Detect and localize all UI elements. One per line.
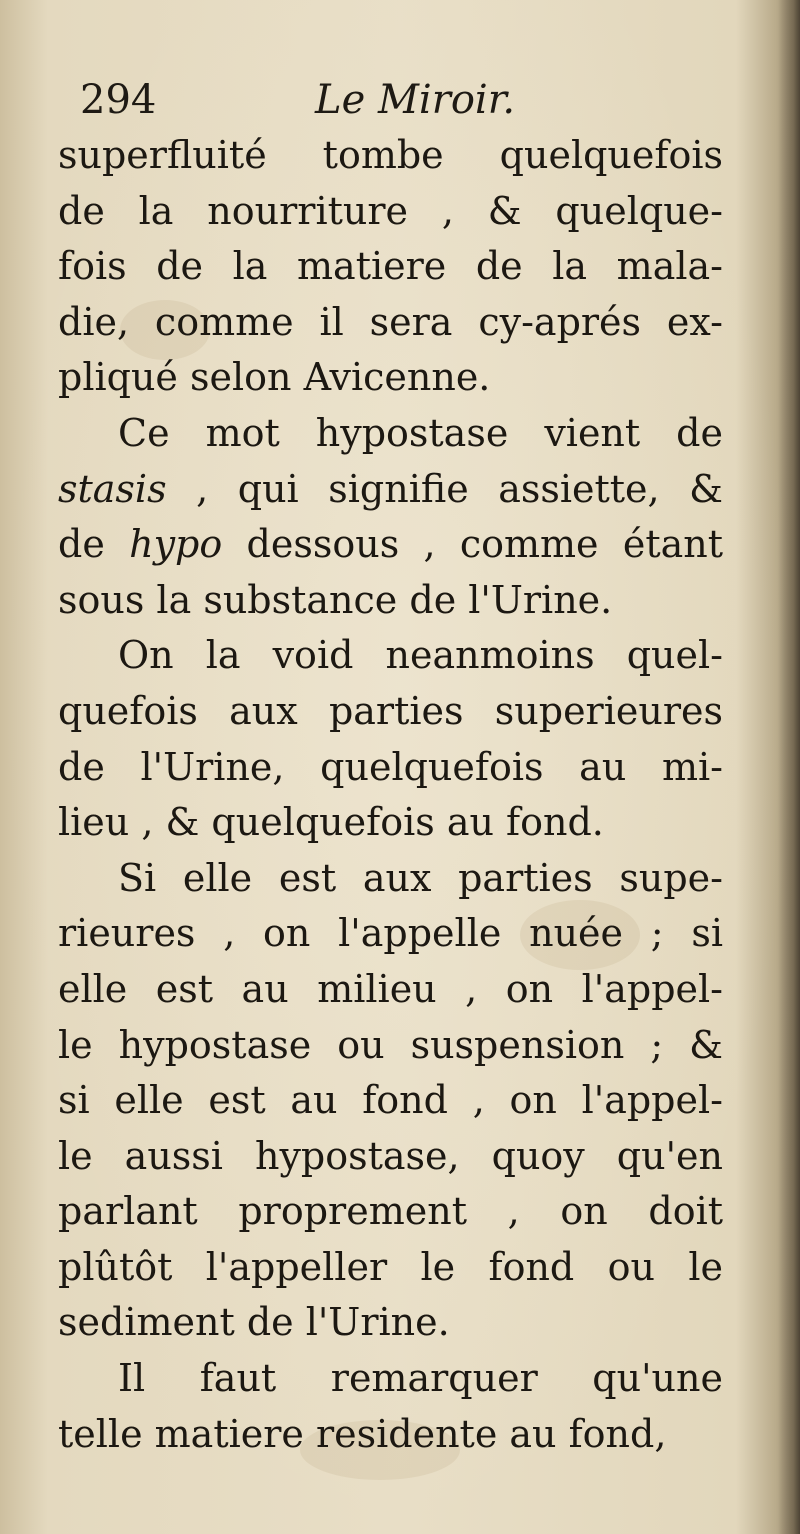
text-span: de xyxy=(58,522,130,567)
italic-word: hypo xyxy=(129,522,223,567)
text-line: pliqué selon Avicenne. xyxy=(58,355,491,400)
text-line: sediment de l'Urine. xyxy=(58,1300,450,1345)
text-line: plûtôt l'appeller le fond ou le xyxy=(58,1244,723,1289)
paragraph-start-line: Il faut remarquer qu'une xyxy=(118,1356,723,1401)
text-line: quefois aux parties superieures xyxy=(58,688,723,733)
text-line: le aussi hypostase, quoy qu'en xyxy=(58,1133,723,1178)
text-line: die, comme il sera cy-aprés ex- xyxy=(58,299,723,344)
text-line: lieu , & quelquefois au fond. xyxy=(58,800,604,845)
running-title: Le Miroir. xyxy=(315,77,516,123)
paragraph-start-line: Ce mot hypostase vient de xyxy=(118,410,723,455)
paragraph-start-line: Si elle est aux parties supe- xyxy=(118,855,723,900)
page-number: 294 xyxy=(80,77,157,123)
body-text xyxy=(58,128,723,1462)
text-line: parlant proprement , on doit xyxy=(58,1189,723,1234)
paragraph-start-line: On la void neanmoins quel- xyxy=(118,633,723,678)
text-line: elle est au milieu , on l'appel- xyxy=(58,966,723,1011)
text-line: sous la substance de l'Urine. xyxy=(58,577,613,622)
text-line: telle matiere residente au fond, xyxy=(58,1411,667,1456)
page-edge-shadow xyxy=(778,0,800,1534)
text-line: rieures , on l'appelle nuée ; si xyxy=(58,911,723,956)
text-line: superfluité tombe quelquefois xyxy=(58,133,723,177)
italic-word: stasis xyxy=(58,466,167,511)
text-line: le hypostase ou suspension ; & xyxy=(58,1022,723,1067)
text-span: dessous , comme étant xyxy=(222,522,723,567)
text-line: de l'Urine, quelquefois au mi- xyxy=(58,744,723,789)
text-line: de la nourriture , & quelque- xyxy=(58,188,723,233)
page-header xyxy=(80,72,720,128)
text-line: fois de la matiere de la mala- xyxy=(58,244,723,289)
text-line: si elle est au fond , on l'appel- xyxy=(58,1078,723,1123)
text-line xyxy=(58,462,723,518)
text-span: , qui signifie assiette, & xyxy=(166,466,723,511)
text-line xyxy=(58,517,723,573)
